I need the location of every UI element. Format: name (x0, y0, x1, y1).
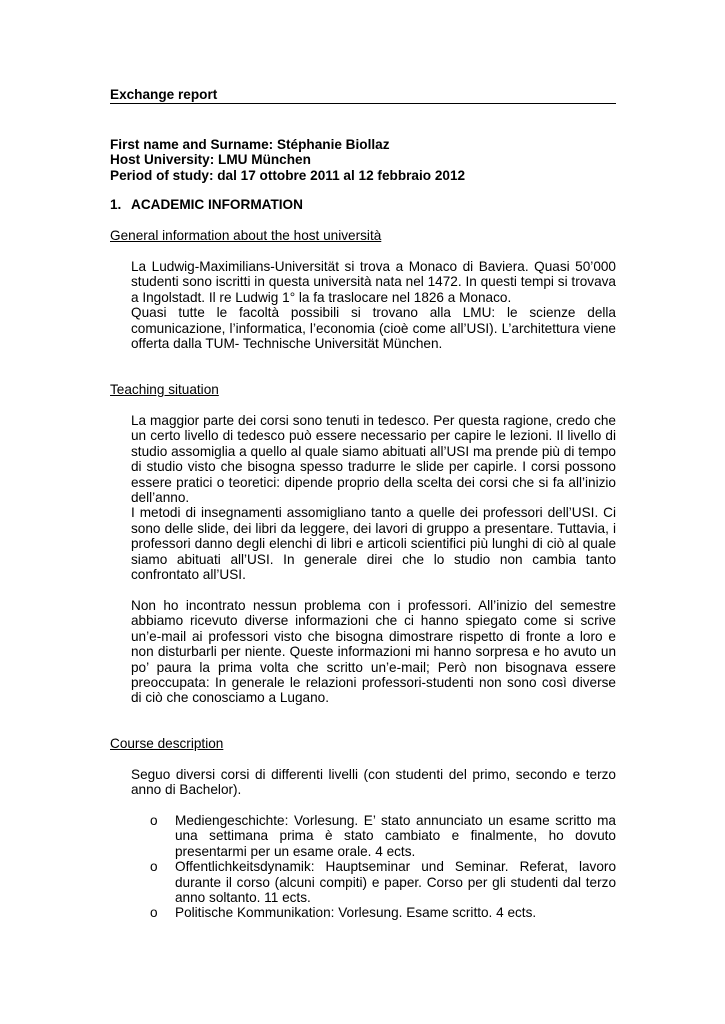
teaching-text-2 (131, 598, 616, 706)
section-heading (110, 197, 303, 212)
section-number: 1. (110, 197, 122, 212)
teaching-paragraph: La maggior parte dei corsi sono tenuti in tedesco. Per questa ragione, credo che un certo livello di tedesco può essere necessario per capire le lezioni. Il livello di studio assomiglia a quello al quale siamo abituati all’USI ma prende più di tempo di studio visto che bisogna spesso tradurre le slide per capirle. I corsi possono essere pratici o teoretici: dipende proprio della scelta dei corsi che si fa all’inizio dell’anno. (131, 413, 616, 506)
teaching-paragraph: Non ho incontrato nessun problema con i professori. All’inizio del semestre abbiamo ricevuto diverse informazioni che ci hanno spiegato come si scrive un’e-mail ai professori visto che bisogna dimostrare rispetto di fronte a loro e non disturbarli per niente. Queste informazioni mi hanno sorpresa e ho avuto un po’ paura la prima volta che scritto un’e-mail; Però non bisognava essere preoccupata: In generale le relazioni professori-studenti non sono così diverse di ciò che conosciamo a Lugano. (131, 598, 616, 706)
course-heading: Course description (110, 736, 224, 751)
general-info-text (131, 259, 616, 351)
course-list (150, 813, 616, 921)
report-title: Exchange report (110, 87, 218, 102)
list-item (150, 859, 616, 905)
section-title: ACADEMIC INFORMATION (131, 197, 303, 212)
host-university: Host University: LMU München (110, 152, 311, 168)
period-of-study: Period of study: dal 17 ottobre 2011 al 12 febbraio 2012 (110, 167, 466, 183)
bullet-icon: o (150, 905, 158, 921)
general-info-heading: General information about the host università (110, 228, 382, 243)
student-info (110, 137, 465, 183)
bullet-icon: o (150, 813, 158, 828)
course-intro (131, 767, 616, 798)
teaching-paragraph: I metodi di insegnamenti assomigliano tanto a quelle dei professori dell’USI. Ci sono delle slide, dei libri da leggere, dei lavori di gruppo a presentare. Tuttavia, i professori danno degli elenchi di libri e articoli scientifici più lunghi di ciò al quale siamo abituati all’USI. In generale direi che lo studio non cambia tanto confrontato all’USI. (131, 505, 616, 583)
teaching-heading: Teaching situation (110, 382, 219, 397)
page-header (110, 87, 616, 104)
list-item (150, 813, 616, 859)
course-item-text: Politische Kommunikation: Vorlesung. Esame scritto. 4 ects. (175, 905, 537, 921)
general-paragraph: Quasi tutte le facoltà possibili si trovano alla LMU: le scienze della comunicazione, l’informatica, l’economia (cioè come all’USI). L’architettura viene offerta dalla TUM- Technische Universität München. (131, 305, 616, 352)
list-item (150, 905, 616, 920)
general-paragraph: La Ludwig-Maximilians-Universität si trova a Monaco di Baviera. Quasi 50’000 studenti sono iscritti in questa università nata nel 1472. In questi tempi si trovava a Ingolstadt. Il re Ludwig 1° la fa traslocare nel 1826 a Monaco. (131, 259, 616, 305)
bullet-icon: o (150, 859, 158, 875)
course-item-text: Mediengeschichte: Vorlesung. E’ stato annunciato un esame scritto ma una settimana prima è stato cambiato e finalmente, ho dovuto presentarmi per un esame orale. 4 ects. (175, 813, 616, 859)
course-paragraph: Seguo diversi corsi di differenti livelli (con studenti del primo, secondo e terzo anno di Bachelor). (131, 767, 616, 798)
student-name: First name and Surname: Stéphanie Biollaz (110, 137, 390, 152)
teaching-text (131, 413, 616, 582)
course-item-text: Offentlichkeitsdynamik: Hauptseminar und Seminar. Referat, lavoro durante il corso (alcuni compiti) e paper. Corso per gli studenti dal terzo anno soltanto. 11 ects. (175, 859, 616, 906)
